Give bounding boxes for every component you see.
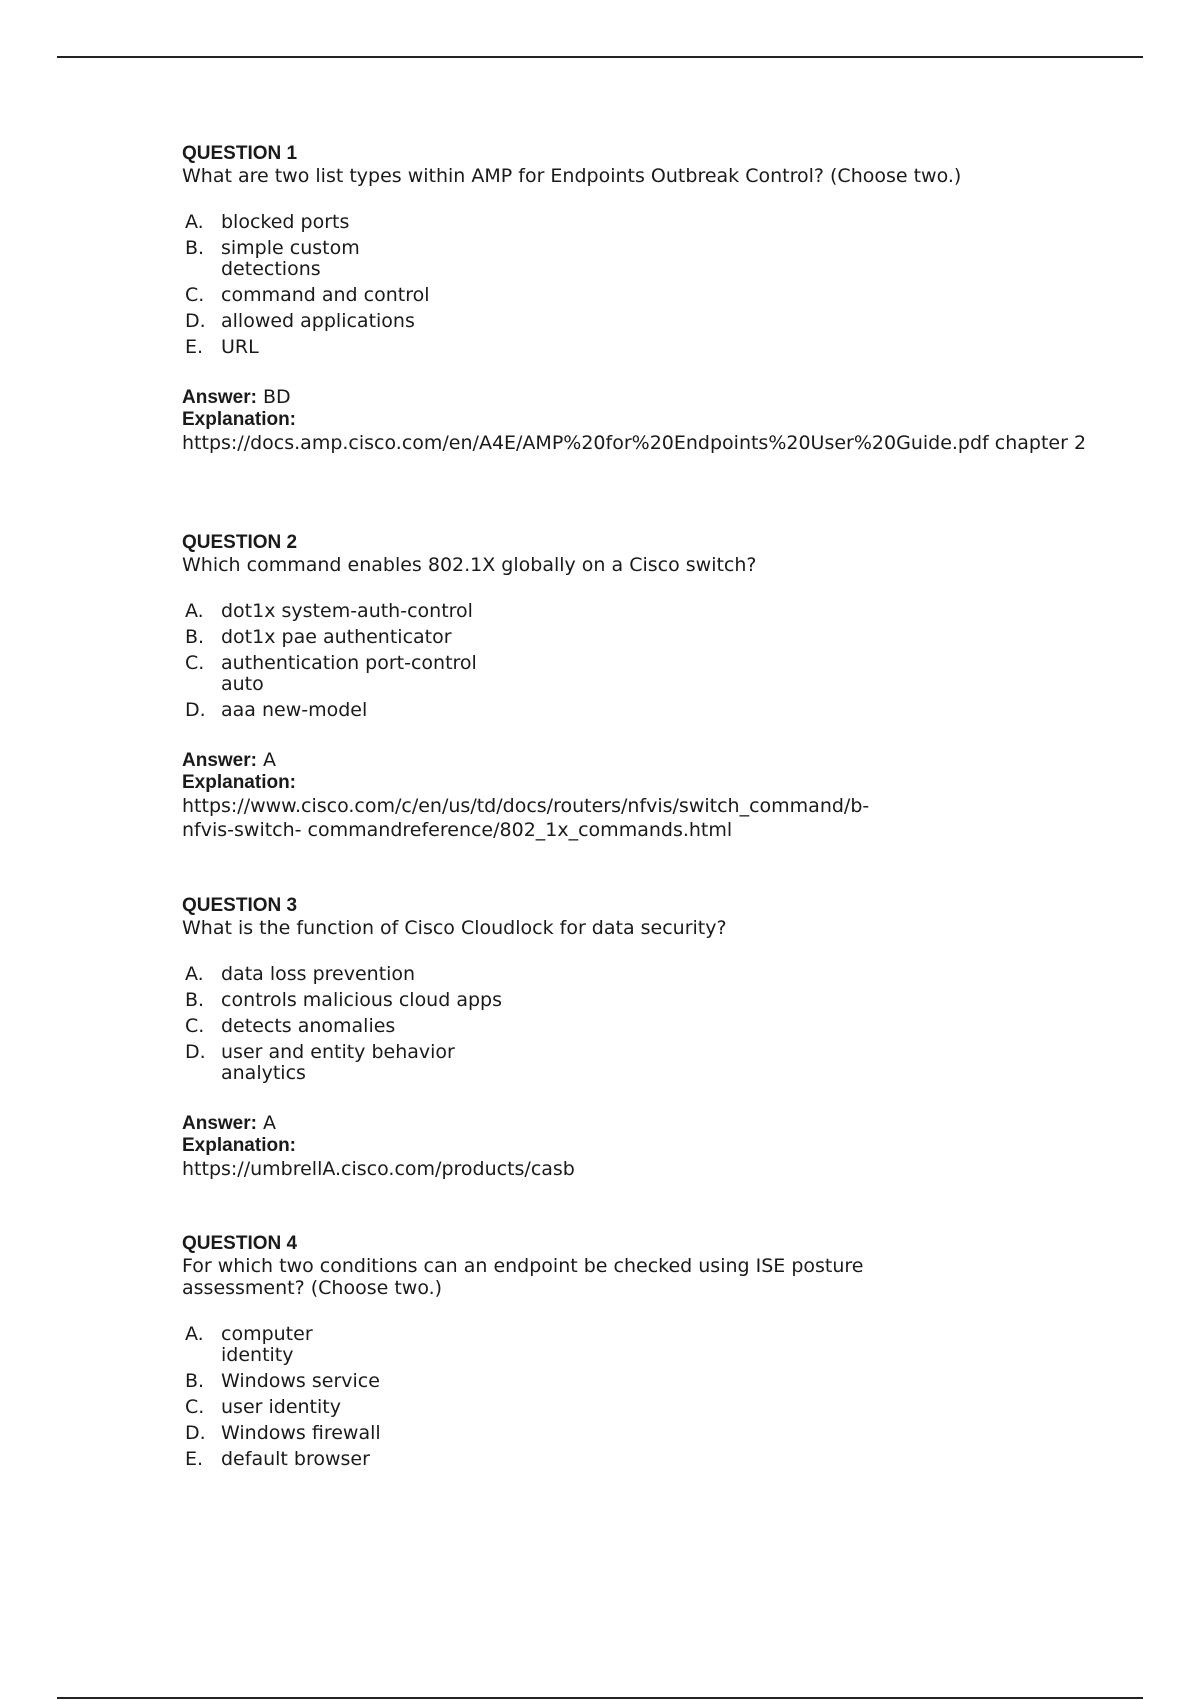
option-text: simple custom detections [221, 237, 360, 280]
option-a [182, 964, 1132, 985]
option-d [182, 1042, 1132, 1084]
option-letter: A. [185, 1323, 204, 1345]
answer-value: BD [263, 386, 291, 408]
options-list [182, 1324, 1132, 1470]
footer-rule [57, 1697, 1143, 1699]
option-c [182, 285, 1132, 306]
option-a [182, 601, 1132, 622]
option-c [182, 653, 1132, 695]
option-text: Windows firewall [221, 1422, 381, 1444]
question-title: QUESTION 4 [182, 1233, 298, 1254]
option-letter: C. [185, 652, 205, 674]
question-text: What are two list types within AMP for Endpoints Outbreak Control? (Choose two.) [182, 165, 962, 187]
option-c [182, 1397, 1132, 1418]
answer [182, 386, 1132, 409]
option-text: dot1x pae authenticator [221, 626, 452, 648]
question-1 [182, 143, 1132, 455]
option-text: dot1x system-auth-control [221, 600, 473, 622]
option-e [182, 337, 1132, 358]
question-4 [182, 1233, 1132, 1475]
option-a [182, 212, 1132, 233]
option-text: data loss prevention [221, 963, 416, 985]
option-text: authentication port-control auto [221, 652, 477, 695]
answer [182, 1112, 1132, 1135]
option-letter: D. [185, 1422, 206, 1444]
question-title: QUESTION 1 [182, 143, 298, 164]
answer-label: Answer: [182, 750, 257, 771]
option-letter: A. [185, 600, 204, 622]
option-text: command and control [221, 284, 430, 306]
option-e [182, 1449, 1132, 1470]
option-b [182, 1371, 1132, 1392]
option-text: URL [221, 336, 259, 358]
explanation-text: https://docs.amp.cisco.com/en/A4E/AMP%20for%20Endpoints%20User%20Guide.pdf chapter 2 [182, 432, 1087, 454]
explanation-label: Explanation: [182, 409, 297, 430]
option-letter: C. [185, 1396, 205, 1418]
option-d [182, 311, 1132, 332]
option-b [182, 238, 1132, 280]
option-text: Windows service [221, 1370, 380, 1392]
option-letter: A. [185, 963, 204, 985]
option-text: blocked ports [221, 211, 350, 233]
question-text: What is the function of Cisco Cloudlock for data security? [182, 917, 727, 939]
header-rule [57, 56, 1143, 58]
option-letter: D. [185, 310, 206, 332]
option-text: controls malicious cloud apps [221, 989, 502, 1011]
option-letter: C. [185, 284, 205, 306]
option-letter: D. [185, 699, 206, 721]
option-text: allowed applications [221, 310, 415, 332]
question-title: QUESTION 3 [182, 895, 298, 916]
answer-label: Answer: [182, 387, 257, 408]
question-text: For which two conditions can an endpoint be checked using ISE posture assessment? (Choose two.) [182, 1255, 864, 1299]
option-letter: B. [185, 1370, 205, 1392]
option-text: default browser [221, 1448, 370, 1470]
options-list [182, 601, 1132, 721]
option-b [182, 990, 1132, 1011]
question-title: QUESTION 2 [182, 532, 298, 553]
option-a [182, 1324, 1132, 1366]
option-text: computer identity [221, 1323, 313, 1366]
option-c [182, 1016, 1132, 1037]
option-letter: C. [185, 1015, 205, 1037]
option-d [182, 700, 1132, 721]
option-text: user and entity behavior analytics [221, 1041, 455, 1084]
explanation-label: Explanation: [182, 772, 297, 793]
answer-value: A [263, 1112, 277, 1134]
explanation-text: https://umbrellA.cisco.com/products/casb [182, 1158, 575, 1180]
option-letter: D. [185, 1041, 206, 1063]
options-list [182, 212, 1132, 358]
option-letter: B. [185, 237, 205, 259]
question-3 [182, 895, 1132, 1181]
option-text: detects anomalies [221, 1015, 396, 1037]
question-2 [182, 532, 1132, 842]
option-letter: A. [185, 211, 204, 233]
option-letter: E. [185, 1448, 204, 1470]
option-text: user identity [221, 1396, 341, 1418]
answer [182, 749, 1132, 772]
answer-label: Answer: [182, 1113, 257, 1134]
explanation-label: Explanation: [182, 1135, 297, 1156]
question-text: Which command enables 802.1X globally on a Cisco switch? [182, 554, 757, 576]
options-list [182, 964, 1132, 1084]
answer-value: A [263, 749, 277, 771]
option-b [182, 627, 1132, 648]
explanation-text: https://www.cisco.com/c/en/us/td/docs/routers/nfvis/switch_command/b-nfvis-switch- commandreference/802_1x_commands.html [182, 795, 870, 841]
option-letter: B. [185, 989, 205, 1011]
option-letter: B. [185, 626, 205, 648]
option-text: aaa new-model [221, 699, 368, 721]
option-d [182, 1423, 1132, 1444]
option-letter: E. [185, 336, 204, 358]
